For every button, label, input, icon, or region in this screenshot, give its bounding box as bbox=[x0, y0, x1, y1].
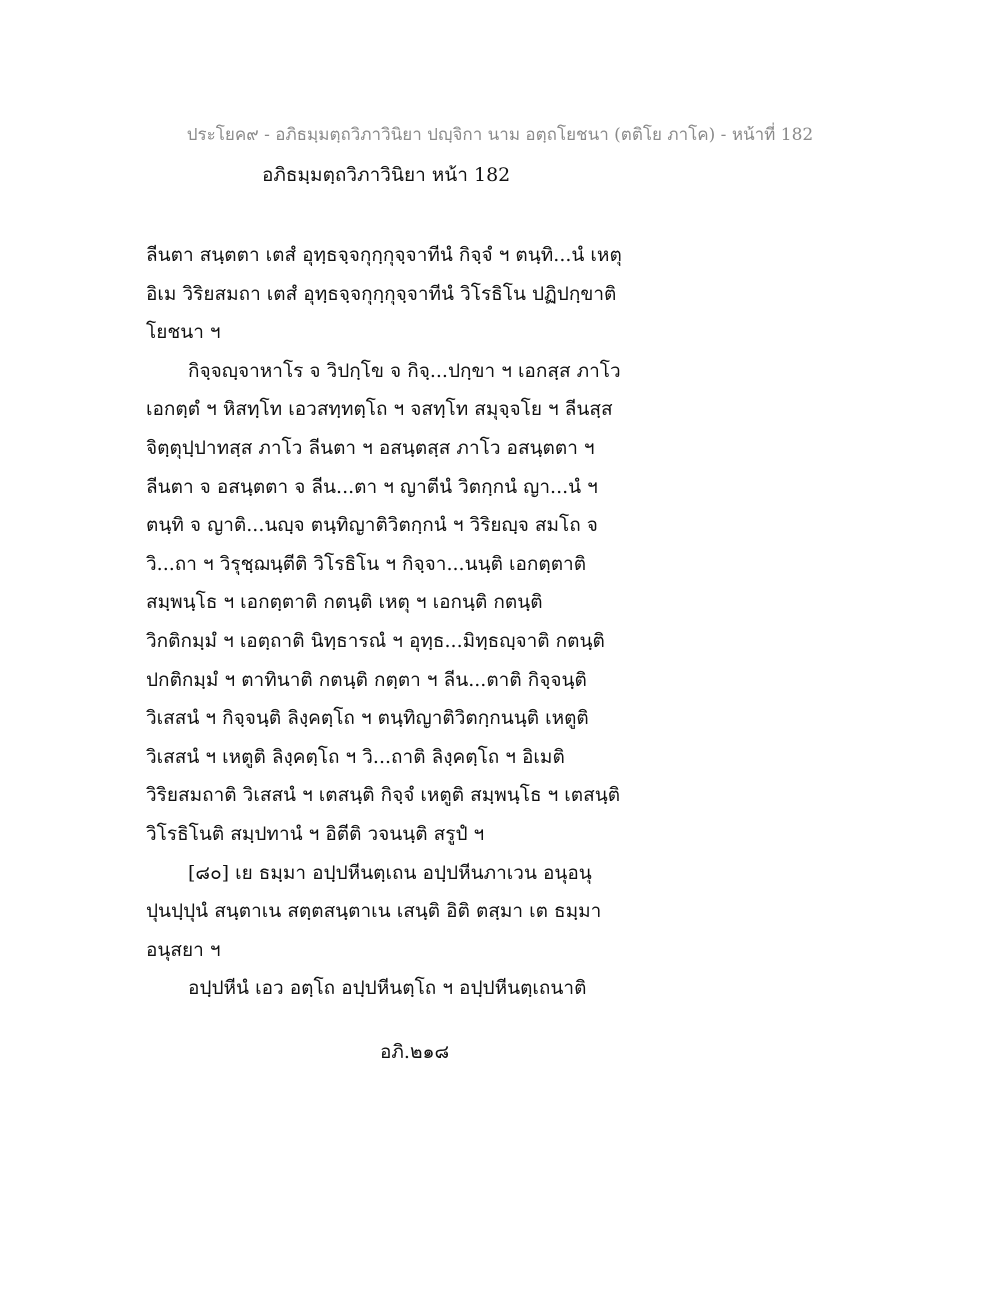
page-footer-marker: อภิ.๒๑๘ bbox=[380, 1041, 450, 1063]
page-heading: อภิธมฺมตฺถวิภาวินิยา หน้า 182 bbox=[262, 164, 511, 186]
paragraph-start-line: อปฺปหีนํ เอว อตฺโถ อปฺปหีนตฺโถ ฯ อปฺปหีนตฺเถนาติ bbox=[188, 977, 587, 1000]
text-line: เอกตฺตํ ฯ หิสทฺโท เอวสทฺทตฺโถ ฯ จสทฺโท สมุจฺจโย ฯ ลีนสฺส bbox=[146, 398, 613, 421]
body-text bbox=[146, 236, 666, 1008]
text-line: จิตฺตุปฺปาทสฺส ภาโว ลีนตา ฯ อสนฺตสฺส ภาโว อสนฺตตา ฯ bbox=[146, 436, 595, 459]
text-line: วิเสสนํ ฯ กิจฺจนฺติ ลิงฺคตฺโถ ฯ ตนฺทิญาติวิตกฺกนนฺติ เหตูติ bbox=[146, 707, 589, 730]
text-line: ปุนปฺปุนํ สนฺตาเน สตฺตสนฺตาเน เสนฺติ อิติ ตสฺมา เต ธมฺมา bbox=[146, 900, 602, 923]
text-line: อิเม วิริยสมถา เตสํ อุทฺธจฺจกุกฺกุจฺจาทีนํ วิโรธิโน ปฏิปกฺขาติ bbox=[146, 282, 617, 305]
paragraph-start-line: [๘๐] เย ธมฺมา อปฺปหีนตฺเถน อปฺปหีนภาเวน อนุอนุ bbox=[188, 861, 592, 884]
text-line: วิโรธิโนติ สมฺปทานํ ฯ อิตีติ วจนนฺติ สรูปํ ฯ bbox=[146, 822, 485, 845]
running-header: ประโยค๙ - อภิธมฺมตฺถวิภาวินิยา ปญฺจิกา นาม อตฺถโยชนา (ตติโย ภาโค) - หน้าที่ 182 bbox=[186, 125, 814, 145]
text-line: วิเสสนํ ฯ เหตูติ ลิงฺคตฺโถ ฯ วิ...ถาติ ลิงฺคตฺโถ ฯ อิเมติ bbox=[146, 745, 565, 768]
text-line: วิกติกมฺมํ ฯ เอตฺถาติ นิทฺธารณํ ฯ อุทฺธ...มิทฺธญฺจาติ กตนฺติ bbox=[146, 629, 605, 652]
text-line: วิริยสมถาติ วิเสสนํ ฯ เตสนฺติ กิจฺจํ เหตูติ สมฺพนฺโธ ฯ เตสนฺติ bbox=[146, 784, 621, 807]
text-line: ลีนตา สนฺตตา เตสํ อุทฺธจฺจกุกฺกุจฺจาทีนํ กิจฺจํ ฯ ตนฺทิ...นํ เหตุ bbox=[146, 244, 622, 266]
text-line: อนุสยา ฯ bbox=[146, 938, 221, 961]
text-line: วิ...ถา ฯ วิรุชฺฌนฺตีติ วิโรธิโน ฯ กิจฺจา...นนฺติ เอกตฺตาติ bbox=[146, 552, 587, 575]
text-line: ตนฺทิ จ ญาติ...นญฺจ ตนฺทิญาติวิตกฺกนํ ฯ วิริยญฺจ สมโถ จ bbox=[146, 514, 598, 537]
text-line: ลีนตา จ อสนฺตตา จ ลีน...ตา ฯ ญาตีนํ วิตกฺกนํ ญา...นํ ฯ bbox=[146, 475, 598, 498]
text-line: โยชนา ฯ bbox=[146, 321, 221, 344]
text-line: ปกติกมฺมํ ฯ ตาทินาติ กตนฺติ กตฺตา ฯ ลีน...ตาติ กิจฺจนฺติ bbox=[146, 668, 587, 691]
paragraph-start-line: กิจฺจญฺจาหาโร จ วิปกฺโข จ กิจฺ...ปกฺขา ฯ เอกสฺส ภาโว bbox=[188, 359, 621, 382]
text-line: สมฺพนฺโธ ฯ เอกตฺตาติ กตนฺติ เหตุ ฯ เอกนฺติ กตนฺติ bbox=[146, 591, 543, 614]
